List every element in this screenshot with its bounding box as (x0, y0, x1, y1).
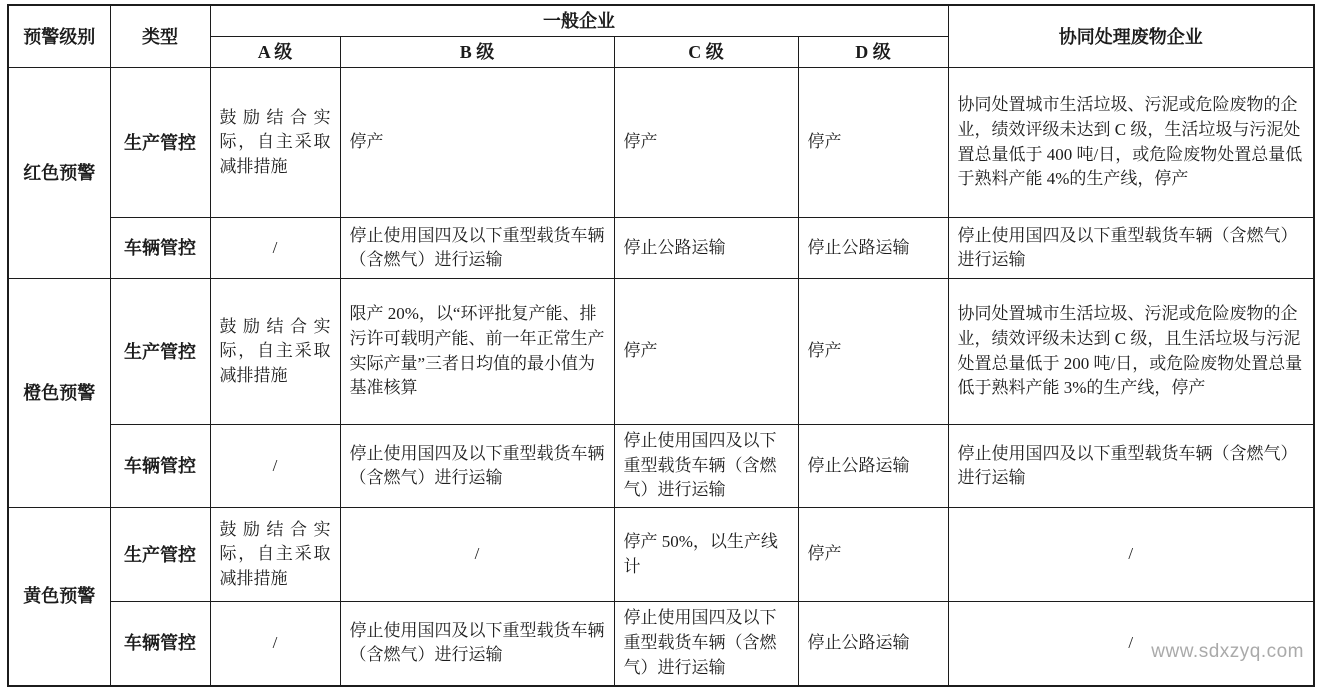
cell-orange-production-co-processing: 协同处置城市生活垃圾、污泥或危险废物的企业，绩效评级未达到 C 级，且生活垃圾与污泥处置总量低于 200 吨/日，或危险废物处置总量低于熟料产能 3%的生产线，停产 (948, 279, 1314, 425)
header-co-processing-enterprise: 协同处理废物企业 (948, 5, 1314, 68)
header-warning-level: 预警级别 (8, 5, 110, 68)
cell-yellow-production-grade-d: 停产 (798, 508, 948, 602)
cell-orange-production-grade-c: 停产 (614, 279, 798, 425)
header-general-enterprise: 一般企业 (210, 5, 948, 37)
cell-red-vehicle-grade-a: / (210, 218, 340, 279)
cell-orange-vehicle-co-processing: 停止使用国四及以下重型载货车辆（含燃气）进行运输 (948, 425, 1314, 508)
cell-red-vehicle-grade-c: 停止公路运输 (614, 218, 798, 279)
cell-yellow-production-grade-b: / (340, 508, 614, 602)
cell-red-production-grade-a: 鼓励结合实际，自主采取减排措施 (210, 68, 340, 218)
cell-yellow-vehicle-co-processing: / (948, 602, 1314, 686)
row-header-red-production: 生产管控 (110, 68, 210, 218)
site-watermark: www.sdxzyq.com (1151, 641, 1304, 662)
cell-yellow-vehicle-grade-b: 停止使用国四及以下重型载货车辆（含燃气）进行运输 (340, 602, 614, 686)
row-header-orange-warning: 橙色预警 (8, 279, 110, 508)
cell-red-vehicle-grade-b: 停止使用国四及以下重型载货车辆（含燃气）进行运输 (340, 218, 614, 279)
cell-orange-production-grade-b: 限产 20%，以“环评批复产能、排污许可载明产能、前一年正常生产实际产量”三者日均值的最小值为基准核算 (340, 279, 614, 425)
cell-yellow-production-co-processing: / (948, 508, 1314, 602)
header-grade-b: B 级 (340, 37, 614, 68)
cell-red-production-co-processing: 协同处置城市生活垃圾、污泥或危险废物的企业，绩效评级未达到 C 级，生活垃圾与污泥处置总量低于 400 吨/日，或危险废物处置总量低于熟料产能 4%的生产线，停产 (948, 68, 1314, 218)
cell-yellow-vehicle-grade-c: 停止使用国四及以下重型载货车辆（含燃气）进行运输 (614, 602, 798, 686)
cell-yellow-production-grade-a: 鼓励结合实际，自主采取减排措施 (210, 508, 340, 602)
row-header-yellow-vehicle: 车辆管控 (110, 602, 210, 686)
row-header-red-vehicle: 车辆管控 (110, 218, 210, 279)
cell-orange-production-grade-d: 停产 (798, 279, 948, 425)
row-header-red-warning: 红色预警 (8, 68, 110, 279)
header-grade-d: D 级 (798, 37, 948, 68)
cell-red-vehicle-grade-d: 停止公路运输 (798, 218, 948, 279)
row-header-yellow-warning: 黄色预警 (8, 508, 110, 686)
cell-yellow-vehicle-grade-a: / (210, 602, 340, 686)
cell-orange-vehicle-grade-b: 停止使用国四及以下重型载货车辆（含燃气）进行运输 (340, 425, 614, 508)
cell-orange-vehicle-grade-c: 停止使用国四及以下重型载货车辆（含燃气）进行运输 (614, 425, 798, 508)
emergency-warning-measures-table (7, 4, 1315, 687)
cell-yellow-production-grade-c: 停产 50%，以生产线计 (614, 508, 798, 602)
row-header-yellow-production: 生产管控 (110, 508, 210, 602)
cell-red-production-grade-c: 停产 (614, 68, 798, 218)
row-header-orange-production: 生产管控 (110, 279, 210, 425)
header-grade-c: C 级 (614, 37, 798, 68)
header-type: 类型 (110, 5, 210, 68)
cell-orange-production-grade-a: 鼓励结合实际，自主采取减排措施 (210, 279, 340, 425)
cell-red-production-grade-d: 停产 (798, 68, 948, 218)
cell-red-production-grade-b: 停产 (340, 68, 614, 218)
cell-yellow-vehicle-grade-d: 停止公路运输 (798, 602, 948, 686)
header-grade-a: A 级 (210, 37, 340, 68)
cell-orange-vehicle-grade-a: / (210, 425, 340, 508)
cell-orange-vehicle-grade-d: 停止公路运输 (798, 425, 948, 508)
row-header-orange-vehicle: 车辆管控 (110, 425, 210, 508)
cell-red-vehicle-co-processing: 停止使用国四及以下重型载货车辆（含燃气）进行运输 (948, 218, 1314, 279)
